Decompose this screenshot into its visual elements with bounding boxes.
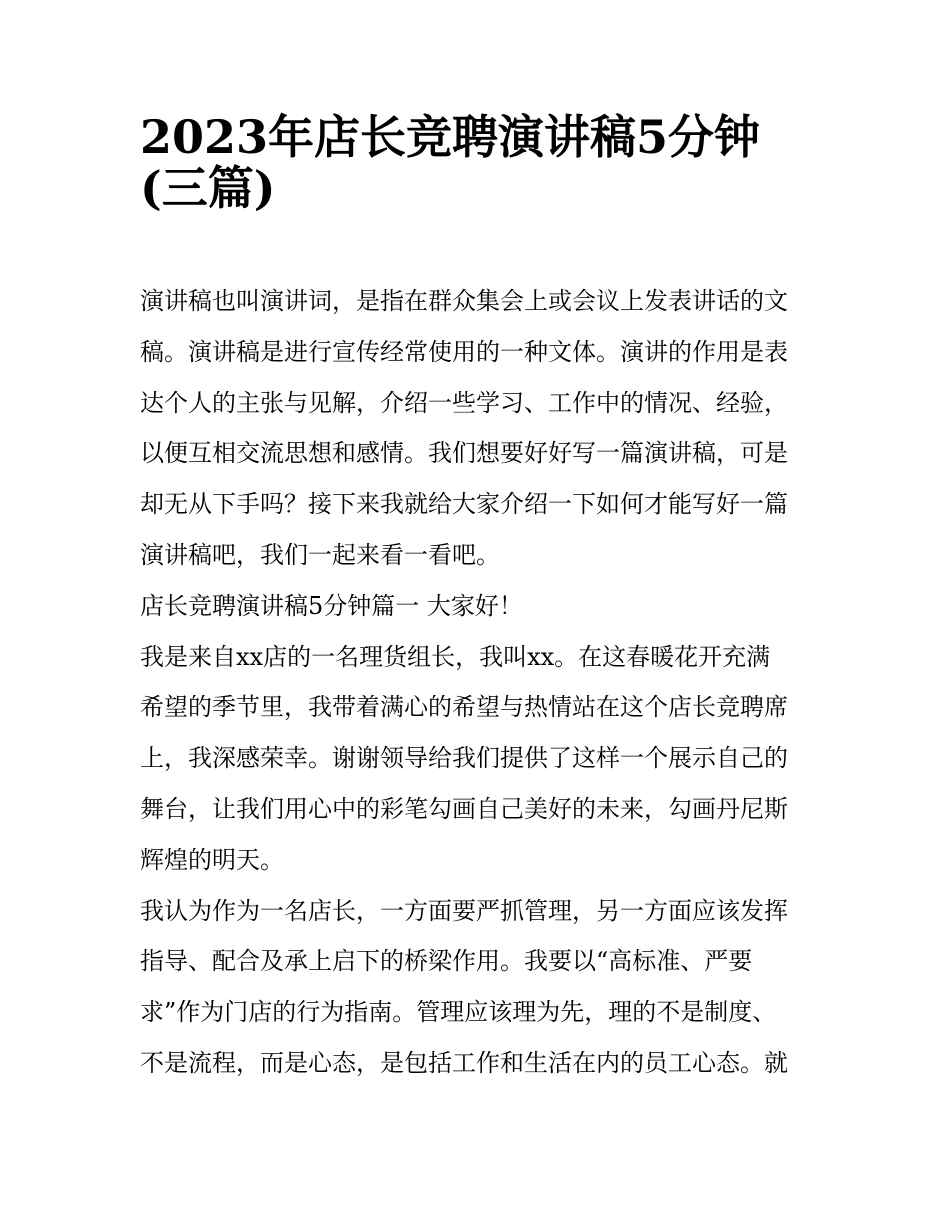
text-line: 却无从下手吗？接下来我就给大家介绍一下如何才能写好一篇 bbox=[140, 490, 788, 519]
text-line: 舞台，让我们用心中的彩笔勾画自己美好的未来，勾画丹尼斯 bbox=[140, 794, 788, 823]
document-body bbox=[140, 276, 820, 1089]
document-title bbox=[140, 112, 820, 214]
text-line: 求”作为门店的行为指南。管理应该理为先，理的不是制度、 bbox=[140, 998, 777, 1027]
text-line: 辉煌的明天。 bbox=[140, 845, 284, 874]
text-line: 以便互相交流思想和感情。我们想要好好写一篇演讲稿，可是 bbox=[140, 439, 788, 468]
text-line: 达个人的主张与见解，介绍一些学习、工作中的情况、经验， bbox=[140, 388, 788, 417]
text-line: 指导、配合及承上启下的桥梁作用。我要以“高标准、严要 bbox=[140, 947, 753, 976]
text-line: 我认为作为一名店长，一方面要严抓管理，另一方面应该发挥 bbox=[140, 896, 788, 925]
text-line: 不是流程，而是心态，是包括工作和生活在内的员工心态。就 bbox=[140, 1048, 788, 1077]
text-line: 上，我深感荣幸。谢谢领导给我们提供了这样一个展示自己的 bbox=[140, 744, 788, 773]
text-line: 演讲稿吧，我们一起来看一看吧。 bbox=[140, 540, 500, 569]
title-line: 2023年店长竞聘演讲稿5分钟 bbox=[140, 110, 761, 164]
text-line: 希望的季节里，我带着满心的希望与热情站在这个店长竞聘席 bbox=[140, 693, 788, 722]
section-heading-line: 店长竞聘演讲稿5分钟篇一 大家好！ bbox=[140, 591, 523, 620]
title-line: (三篇) bbox=[140, 160, 276, 215]
text-line: 演讲稿也叫演讲词，是指在群众集会上或会议上发表讲话的文 bbox=[140, 287, 788, 315]
text-line: 稿。演讲稿是进行宣传经常使用的一种文体。演讲的作用是表 bbox=[140, 337, 788, 366]
text-line: 我是来自xx店的一名理货组长，我叫xx。在这春暖花开充满 bbox=[140, 642, 771, 671]
